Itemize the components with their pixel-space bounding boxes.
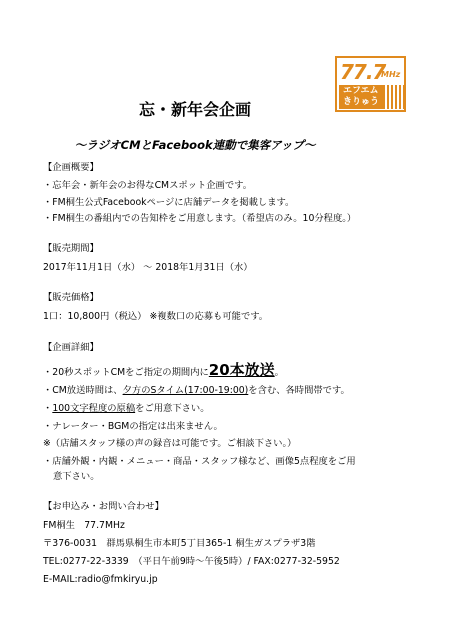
s-time-highlight: 夕方のSタイム(17:00-19:00): [122, 385, 249, 396]
logo-mhz: MHz: [381, 70, 401, 79]
contact-email[interactable]: E-MAIL:radio@fmkiryu.jp: [43, 574, 158, 585]
price-heading: 【販売価格】: [43, 292, 99, 303]
details-item3-pre: ・: [43, 403, 53, 414]
contact-heading: 【お申込み・お問い合わせ】: [43, 501, 164, 512]
overview-item: ・FM桐生の番組内での告知枠をご用意します。（希望店のみ。10分程度。）: [43, 213, 357, 224]
overview-item: ・忘年会・新年会のお得なCMスポット企画です。: [43, 180, 253, 191]
details-heading: 【企画詳細】: [43, 342, 99, 353]
details-item-broadcast: [43, 361, 284, 379]
page-subtitle: ～ラジオCMとFacebook連動で集客アップ～: [74, 138, 316, 152]
details-item2-post: を含む、各時間帯です。: [248, 385, 350, 396]
details-item-images-cont: 意下さい。: [53, 471, 100, 482]
details-item-note: ※（店舗スタッフ様の声の録音は可能です。ご相談下さい。）: [43, 438, 297, 449]
details-item-script: [43, 403, 210, 414]
price-text: 1口：10,800円（税込） ※複数口の応募も可能です。: [43, 311, 269, 322]
details-item-images: ・店舗外観・内観・メニュー・商品・スタッフ様など、画像5点程度をご用: [43, 456, 356, 467]
details-item2-pre: ・CM放送時間は、: [43, 385, 123, 396]
period-heading: 【販売期間】: [43, 243, 99, 254]
logo-frequency: 77.7: [340, 60, 386, 84]
contact-address: 〒376-0031 群馬県桐生市本町5丁目365-1 桐生ガスプラザ3階: [43, 538, 316, 549]
details-item-time: [43, 385, 350, 396]
script-length-highlight: 100文字程度の原稿: [52, 403, 136, 414]
contact-phone-fax: TEL:0277-22-3339 （平日午前9時～午後5時）/ FAX:0277-32-5952: [43, 556, 340, 567]
contact-station: FM桐生 77.7MHz: [43, 520, 125, 531]
overview-heading: 【企画概要】: [43, 162, 99, 173]
broadcast-count-highlight: 20本放送: [208, 361, 275, 379]
logo-name-line2: きりゅう: [343, 97, 380, 107]
details-item-narrator: ・ナレーター・BGMの指定は出来ません。: [43, 421, 223, 432]
logo-name-line1: エフエム: [343, 86, 379, 96]
period-text: 2017年11月1日（水） ～ 2018年1月31日（水）: [43, 262, 253, 273]
page-title: 忘・新年会企画: [138, 100, 251, 119]
details-item1-post: 。: [274, 367, 284, 378]
details-item3-post: をご用意下さい。: [135, 403, 210, 414]
details-item1-pre: ・20秒スポットCMをご指定の期間内に: [43, 367, 209, 378]
overview-item: ・FM桐生公式Facebookページに店舗データを掲載します。: [43, 197, 295, 208]
